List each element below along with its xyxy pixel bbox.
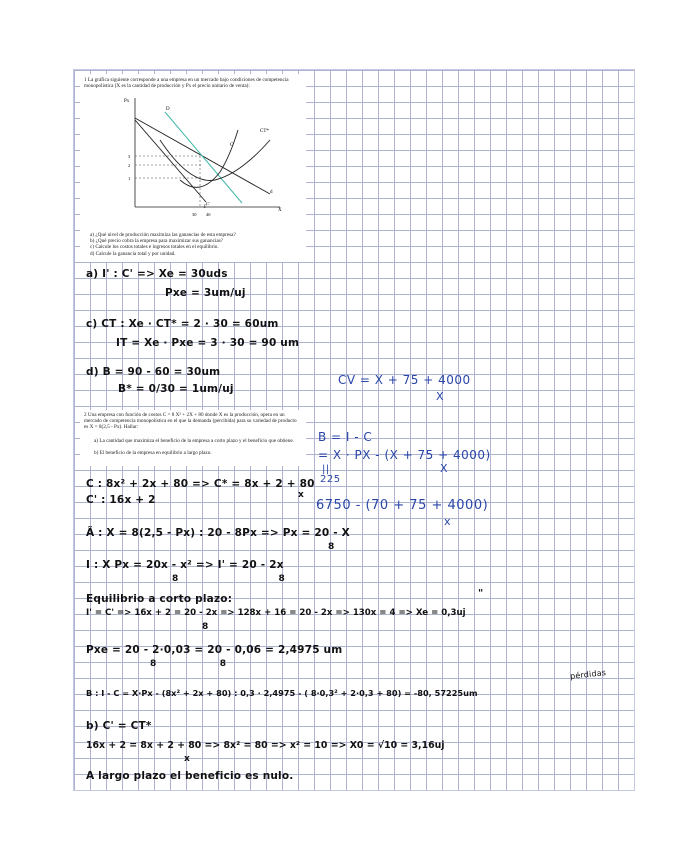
p2-demand: Ã : X = 8(2,5 - Px) : 20 - 8Px => Px = 20 - X: [86, 527, 350, 539]
blue-note-equals: ||: [322, 464, 330, 475]
p2-answer-b-title: b) C' = CT*: [86, 720, 152, 732]
marginal-revenue-label: I': [204, 205, 207, 210]
p1-answer-d-b: d) B = 90 - 60 = 30um: [86, 366, 221, 378]
blue-note-225: 225: [320, 474, 341, 485]
y-tick-3: 3: [128, 154, 131, 159]
blue-note-cv-denom: X: [436, 390, 445, 403]
question-d: d) Calcule la ganancia total y por unidad.: [90, 250, 176, 257]
blue-note-6750: 6750 - (70 + 75 + 4000): [316, 498, 489, 513]
p2-price-denom: 8 8: [150, 659, 227, 669]
question-c: c) Calcule los costos totales e ingresos totales en el equilibrio.: [90, 244, 219, 251]
blue-note-6750-denom: x: [444, 515, 452, 528]
p1-answer-a: a) I' : C' => Xe = 30uds: [86, 268, 228, 280]
p1-answer-d-bunit: B* = 0/30 = 1um/uj: [118, 383, 234, 395]
blue-note-cv: CV = X + 75 + 4000: [338, 373, 471, 387]
p2-marginal-cost: C' : 16x + 2: [86, 494, 156, 506]
dp-label: D: [166, 107, 170, 112]
marginal-cost-label: C': [230, 143, 235, 148]
p2-price: Pxe = 20 - 2·0,03 = 20 - 0,06 = 2,4975 um: [86, 644, 343, 656]
y-tick-2: 2: [128, 163, 131, 168]
p2-long-run-conclusion: A largo plazo el beneficio es nulo.: [86, 770, 294, 782]
y-tick-1: 1: [128, 176, 131, 181]
cyan-tangent-line: [165, 112, 242, 203]
p2-cost-function: C : 8x² + 2x + 80 => C* = 8x + 2 + 80: [86, 478, 315, 490]
p2-short-run-eq: I' = C' => 16x + 2 = 20 - 2x => 128x + 16 = 20 - 2x => 130x = 4 => Xe = 0,3uj: [86, 608, 466, 618]
average-cost-label: CT*: [260, 129, 269, 134]
blue-note-b-expanded: = X · PX - (X + 75 + 4000): [318, 448, 491, 462]
p2-perdidas-note: pérdidas: [569, 668, 607, 681]
problem2-question-b: b) El beneficio de la empresa en equilibrio a largo plazo.: [94, 450, 212, 456]
blue-note-b: B = I - C: [318, 430, 373, 444]
p2-cme-denom: x: [298, 490, 305, 500]
problem2-printed-block: [80, 410, 306, 466]
p2-revenue-denom: 8 8: [172, 574, 285, 584]
question-a: a) ¿Qué nivel de producción maximiza las ganancias de esta empresa?: [90, 232, 236, 238]
problem2-statement: 2 Una empresa con función de costos C = 8 X² + 2X + 80 donde X es la producción, opera en un mercado de competencia monopolística en el que la demanda (percibida) para su variedad de producto es X = 8(2,5 - Px). Hallar:: [84, 412, 297, 431]
p2-demand-denom: 8: [328, 542, 335, 552]
x-tick-40: 40: [206, 212, 211, 217]
p2-revenue: I : X Px = 20x - x² => I' = 20 - 2x: [86, 559, 284, 571]
p1-answer-c-ct: c) CT : Xe · CT* = 2 · 30 = 60um: [86, 318, 279, 330]
marginal-revenue-curve: [135, 120, 206, 202]
question-b: b) ¿Qué precio cobra la empresa para maximizar sus ganancias?: [90, 238, 223, 245]
average-cost-curve: [160, 140, 270, 181]
problem1-questions: [90, 232, 302, 257]
y-axis-label: Px: [124, 99, 130, 104]
p1-answer-c-it: IT = Xe · Pxe = 3 · 30 = 90 um: [116, 337, 300, 349]
marginal-cost-curve: [180, 130, 238, 187]
x-axis-label: X: [278, 208, 282, 213]
problem1-statement: 1 La gráfica siguiente corresponde a una empresa en un mercado bajo condiciones de competencia monopolística (X es la cantidad de producción y Px el precio unitario de venta):: [84, 77, 289, 90]
p2-quote-mark: ": [478, 588, 484, 599]
x-tick-30: 30: [192, 212, 197, 217]
p2-short-run-denom: 8: [202, 622, 209, 632]
problem1-printed-block: [80, 74, 306, 262]
problem2-question-a: a) La cantidad que maximiza el beneficio de la empresa a corto plazo y el beneficio que obtiene.: [94, 438, 294, 444]
p1-answer-a-price: Pxe = 3um/uj: [165, 287, 246, 299]
cme-point-label: C': [206, 201, 210, 206]
demand-label: d: [270, 190, 273, 195]
p2-short-run-title: Equilibrio a corto plazo:: [86, 593, 233, 605]
p2-long-run-denom: x: [184, 754, 191, 764]
problem1-graph: [80, 90, 306, 230]
p2-long-run-eq: 16x + 2 = 8x + 2 + 80 => 8x² = 80 => x² = 10 => X0 = √10 = 3,16uj: [86, 740, 445, 751]
p2-profit: B : I - C = X·Px - (8x² + 2x + 80) : 0,3 · 2,4975 - ( 8·0,3² + 2·0,3 + 80) = -80, 57225um: [86, 688, 478, 698]
blue-note-b-denom: X: [440, 462, 449, 475]
